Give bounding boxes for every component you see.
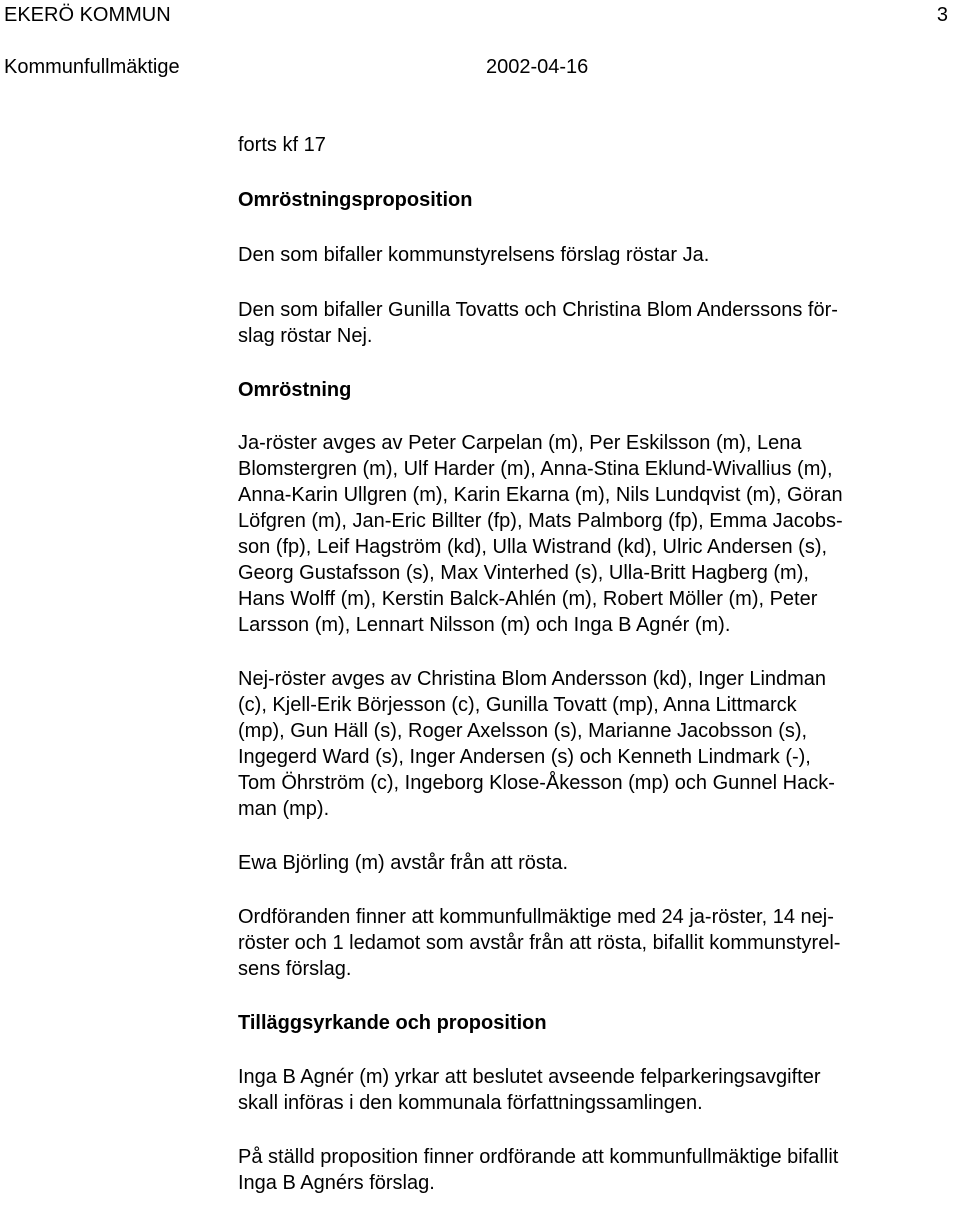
text-line: Tom Öhrström (c), Ingeborg Klose-Åkesson (mp) och Gunnel Hack- [238, 772, 835, 794]
proposition-yes: Den som bifaller kommunstyrelsens förslag röstar Ja. [238, 244, 710, 266]
text-line: Den som bifaller Gunilla Tovatts och Christina Blom Anderssons för- [238, 299, 838, 321]
text-line: Anna-Karin Ullgren (m), Karin Ekarna (m), Nils Lundqvist (m), Göran [238, 484, 843, 506]
text-line: skall införas i den kommunala författningssamlingen. [238, 1092, 703, 1114]
text-line: Ja-röster avges av Peter Carpelan (m), Per Eskilsson (m), Lena [238, 432, 802, 454]
text-line: (c), Kjell-Erik Börjesson (c), Gunilla Tovatt (mp), Anna Littmarck [238, 694, 797, 716]
voting-proposition-heading: Omröstningsproposition [238, 189, 473, 211]
text-line: röster och 1 ledamot som avstår från att rösta, bifallit kommunstyrel- [238, 932, 841, 954]
result-paragraph [238, 904, 928, 982]
page-number: 3 [936, 4, 948, 26]
text-line: sens förslag. [238, 958, 352, 980]
meeting-body: Kommunfullmäktige [4, 56, 180, 78]
text-line: Hans Wolff (m), Kerstin Balck-Ahlén (m), Robert Möller (m), Peter [238, 588, 818, 610]
organization-name: EKERÖ KOMMUN [4, 4, 171, 26]
minutes-content [238, 132, 928, 1196]
text-line: Nej-röster avges av Christina Blom Andersson (kd), Inger Lindman [238, 668, 827, 690]
text-line: son (fp), Leif Hagström (kd), Ulla Wistrand (kd), Ulric Andersen (s), [238, 536, 828, 558]
text-line: Ordföranden finner att kommunfullmäktige med 24 ja-röster, 14 nej- [238, 906, 834, 928]
section-reference: forts kf 17 [238, 134, 326, 156]
text-line: Blomstergren (m), Ulf Harder (m), Anna-Stina Eklund-Wivallius (m), [238, 458, 833, 480]
text-line: Larsson (m), Lennart Nilsson (m) och Inga B Agnér (m). [238, 614, 731, 636]
text-line: slag röstar Nej. [238, 325, 373, 347]
text-line: man (mp). [238, 798, 330, 820]
no-votes-paragraph [238, 666, 928, 822]
text-line: På ställd proposition finner ordförande att kommunfullmäktige bifallit [238, 1146, 839, 1168]
abstain-paragraph: Ewa Björling (m) avstår från att rösta. [238, 852, 569, 874]
meeting-date: 2002-04-16 [486, 56, 589, 78]
yes-votes-paragraph [238, 430, 928, 638]
text-line: Löfgren (m), Jan-Eric Billter (fp), Mats Palmborg (fp), Emma Jacobs- [238, 510, 843, 532]
text-line: Georg Gustafsson (s), Max Vinterhed (s), Ulla-Britt Hagberg (m), [238, 562, 809, 584]
proposition-no [238, 297, 928, 349]
voting-heading: Omröstning [238, 379, 352, 401]
text-line: Ingegerd Ward (s), Inger Andersen (s) och Kenneth Lindmark (-), [238, 746, 811, 768]
decision-paragraph [238, 1144, 928, 1196]
text-line: Inga B Agnérs förslag. [238, 1172, 435, 1194]
additional-motion-heading: Tilläggsyrkande och proposition [238, 1012, 547, 1034]
motion-paragraph [238, 1064, 928, 1116]
text-line: (mp), Gun Häll (s), Roger Axelsson (s), Marianne Jacobsson (s), [238, 720, 808, 742]
text-line: Inga B Agnér (m) yrkar att beslutet avseende felparkeringsavgifter [238, 1066, 821, 1088]
